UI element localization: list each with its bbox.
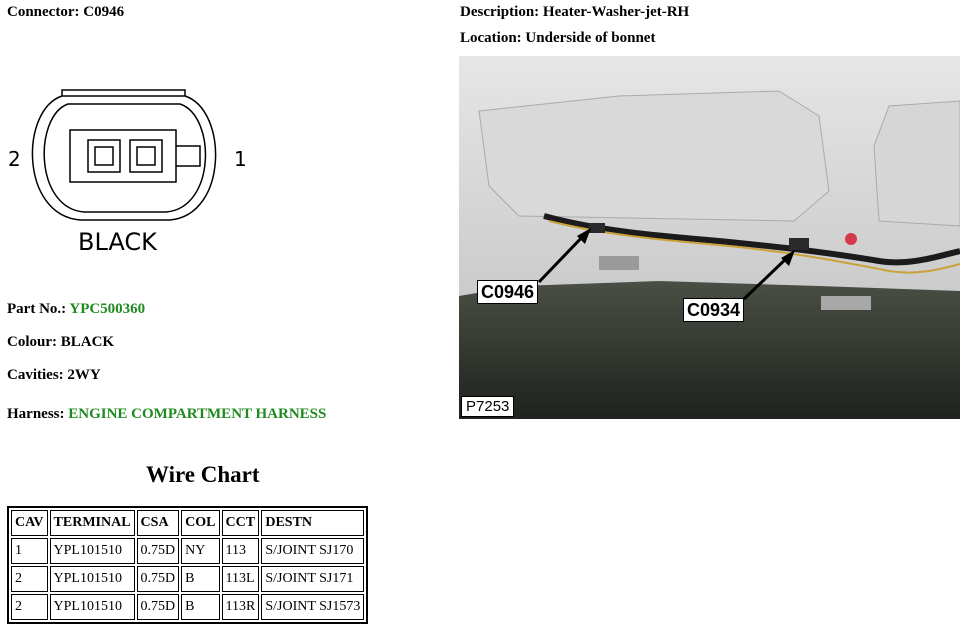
cell-csa: 0.75D (137, 538, 180, 564)
connector-line (7, 4, 124, 21)
cell-col: B (181, 566, 219, 592)
pin-2-label: 2 (8, 147, 21, 171)
connector-face-diagram (0, 80, 260, 260)
bonnet-slot (599, 256, 639, 270)
cell-cct: 113R (222, 594, 260, 620)
harness-label: Harness: (7, 406, 65, 422)
header-terminal: TERMINAL (50, 510, 135, 536)
connector-c0934 (789, 238, 809, 250)
connector-latch-outline (62, 90, 185, 96)
diagram-colour-label: BLACK (78, 228, 157, 256)
bonnet-recess-right (874, 101, 960, 226)
cell-csa: 0.75D (137, 566, 180, 592)
cell-terminal: YPL101510 (50, 566, 135, 592)
photo-id-label: P7253 (461, 396, 514, 417)
connector-inner-shell (44, 104, 205, 212)
description-label: Description: (460, 4, 540, 20)
location-label: Location: (460, 30, 522, 46)
cavity-1-inner (137, 147, 155, 165)
cell-terminal: YPL101510 (50, 594, 135, 620)
colour-label: Colour: (7, 334, 57, 350)
cavity-2-outer (88, 140, 120, 172)
location-line (460, 30, 655, 47)
connector-label: Connector: (7, 4, 80, 20)
colour-value: BLACK (60, 334, 115, 350)
cell-col: NY (181, 538, 219, 564)
callout-label-1: C0946 (477, 280, 538, 304)
bonnet-underside-illustration (459, 56, 960, 419)
colour-line (7, 334, 114, 351)
part-no-line (7, 301, 145, 318)
harness-value: ENGINE COMPARTMENT HARNESS (68, 406, 327, 422)
cell-terminal: YPL101510 (50, 538, 135, 564)
cavities-label: Cavities: (7, 367, 64, 383)
connector-key-tab (176, 146, 200, 166)
pin-1-label: 1 (234, 147, 247, 171)
header-col: COL (181, 510, 219, 536)
bonnet-recess-left (479, 91, 829, 221)
callout-label-2: C0934 (683, 298, 744, 322)
cell-cav: 2 (11, 594, 48, 620)
bonnet-slot (821, 296, 871, 310)
connector-cavity-block (70, 130, 176, 182)
cavity-2-inner (95, 147, 113, 165)
part-no-label: Part No.: (7, 301, 67, 317)
table-row (11, 538, 364, 564)
cell-col: B (181, 594, 219, 620)
cell-cct: 113L (222, 566, 260, 592)
cavities-line (7, 367, 101, 384)
cell-cav: 2 (11, 566, 48, 592)
header-cct: CCT (222, 510, 260, 536)
header-csa: CSA (137, 510, 180, 536)
cavity-1-outer (130, 140, 162, 172)
description-value: Heater-Washer-jet-RH (542, 4, 690, 20)
location-photo (459, 56, 960, 419)
harness-line (7, 406, 326, 423)
cell-destn: S/JOINT SJ171 (261, 566, 364, 592)
wire-chart-table (7, 506, 368, 624)
connector-value: C0946 (83, 4, 125, 20)
cell-destn: S/JOINT SJ170 (261, 538, 364, 564)
cavities-value: 2WY (67, 367, 101, 383)
red-connector (845, 233, 857, 245)
header-cav: CAV (11, 510, 48, 536)
wire-chart-title: Wire Chart (146, 462, 260, 487)
table-header-row (11, 510, 364, 536)
cell-destn: S/JOINT SJ1573 (261, 594, 364, 620)
description-line (460, 4, 689, 21)
location-value: Underside of bonnet (525, 30, 656, 46)
table-row (11, 594, 364, 620)
cell-cct: 113 (222, 538, 260, 564)
connector-c0946 (589, 223, 605, 233)
cell-cav: 1 (11, 538, 48, 564)
part-no-value: YPC500360 (69, 301, 146, 317)
cell-csa: 0.75D (137, 594, 180, 620)
table-row (11, 566, 364, 592)
header-destn: DESTN (261, 510, 364, 536)
